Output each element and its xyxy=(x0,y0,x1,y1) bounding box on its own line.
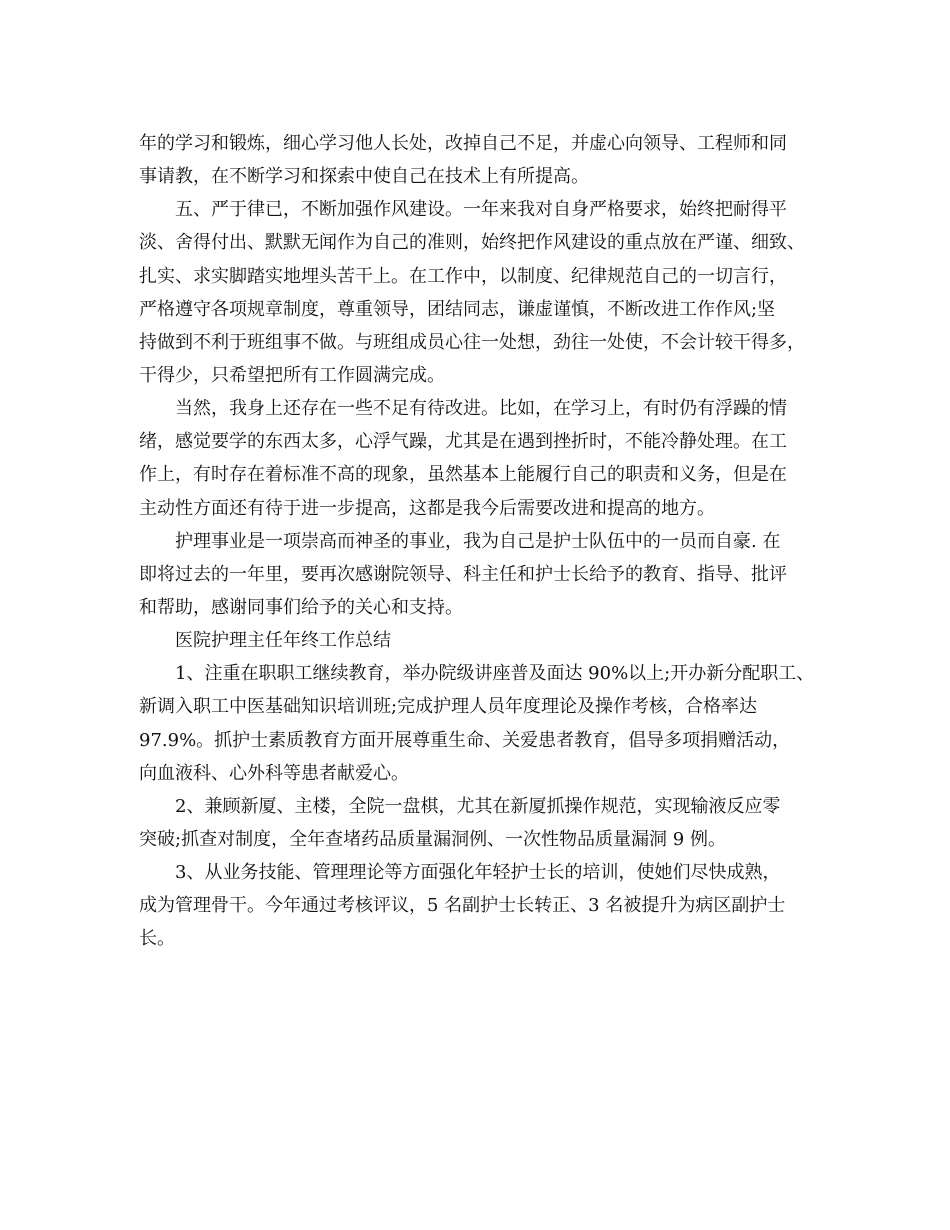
text-line: 绪，感觉要学的东西太多，心浮气躁，尤其是在遇到挫折时，不能冷静处理。在工 xyxy=(139,431,787,453)
text-line: 向血液科、心外科等患者献爱心。 xyxy=(139,762,409,784)
text-line: 主动性方面还有待于进一步提高，这都是我今后需要改进和提高的地方。 xyxy=(139,497,715,519)
text-line: 干得少，只希望把所有工作圆满完成。 xyxy=(139,364,445,386)
text-line: 和帮助，感谢同事们给予的关心和支持。 xyxy=(139,596,463,618)
text-line: 即将过去的一年里，要再次感谢院领导、科主任和护士长给予的教育、指导、批评 xyxy=(139,563,787,585)
text-line: 扎实、求实脚踏实地埋头苦干上。在工作中，以制度、纪律规范自己的一切言行， xyxy=(139,265,787,287)
text-line: 严格遵守各项规章制度，尊重领导，团结同志，谦虚谨慎，不断改进工作作风;坚 xyxy=(139,298,776,320)
document-body xyxy=(139,127,829,956)
text-line: 2、兼顾新厦、主楼，全院一盘棋，尤其在新厦抓操作规范，实现输液反应零 xyxy=(175,795,781,817)
text-line: 五、严于律已，不断加强作风建设。一年来我对自身严格要求，始终把耐得平 xyxy=(175,199,787,221)
text-line: 医院护理主任年终工作总结 xyxy=(175,630,391,652)
text-line: 年的学习和锻炼，细心学习他人长处，改掉自己不足，并虚心向领导、工程师和同 xyxy=(139,133,787,154)
text-line: 成为管理骨干。今年通过考核评议，5 名副护士长转正、3 名被提升为病区副护士 xyxy=(139,895,786,917)
text-line: 1、注重在职职工继续教育，举办院级讲座普及面达 90%以上;开办新分配职工、 xyxy=(175,663,815,685)
text-line: 作上，有时存在着标准不高的现象，虽然基本上能履行自己的职责和义务，但是在 xyxy=(139,464,787,486)
text-line: 突破;抓查对制度，全年查堵药品质量漏洞例、一次性物品质量漏洞 9 例。 xyxy=(139,828,726,850)
text-line: 当然，我身上还存在一些不足有待改进。比如，在学习上，有时仍有浮躁的情 xyxy=(175,398,787,420)
text-line: 长。 xyxy=(139,928,175,950)
text-line: 事请教，在不断学习和探索中使自己在技术上有所提高。 xyxy=(139,166,589,188)
text-line: 淡、舍得付出、默默无闻作为自己的准则，始终把作风建设的重点放在严谨、细致、 xyxy=(139,232,805,254)
text-line: 护理事业是一项崇高而神圣的事业，我为自己是护士队伍中的一员而自豪. 在 xyxy=(175,530,781,552)
text-line: 持做到不利于班组事不做。与班组成员心往一处想，劲往一处使，不会计较干得多， xyxy=(139,331,805,353)
text-line: 新调入职工中医基础知识培训班;完成护理人员年度理论及操作考核，合格率达 xyxy=(139,696,758,718)
text-line: 3、从业务技能、管理理论等方面强化年轻护士长的培训，使她们尽快成熟， xyxy=(175,862,781,884)
text-line: 97.9%。抓护士素质教育方面开展尊重生命、关爱患者教育，倡导多项捐赠活动， xyxy=(139,729,791,751)
